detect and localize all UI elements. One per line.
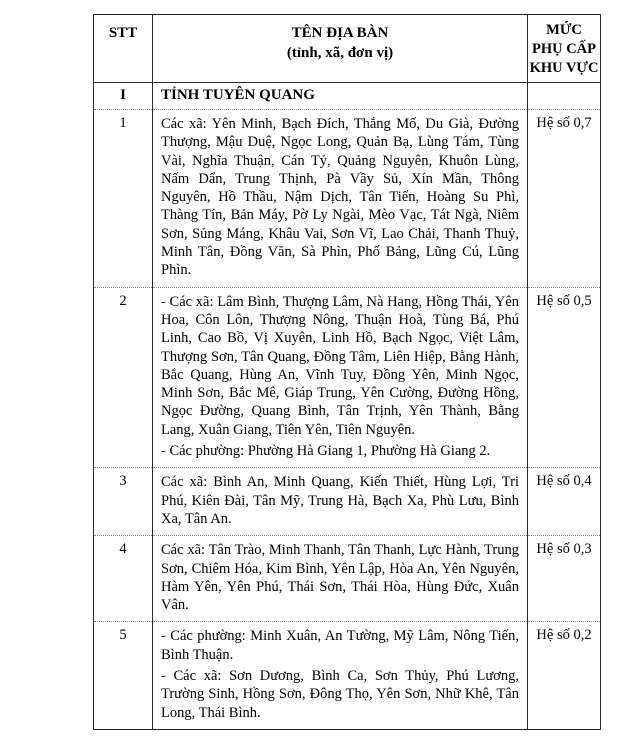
table-row: [94, 622, 601, 729]
row-level: Hệ số 0,7: [528, 110, 601, 288]
row-level: Hệ số 0,2: [528, 622, 601, 729]
header-level-line3: KHU VỰC: [529, 60, 599, 76]
header-area: [153, 15, 528, 83]
area-paragraph: Các xã: Bình An, Minh Quang, Kiến Thiết, Hùng Lợi, Tri Phú, Kiên Đài, Tân Mỹ, Trung Hà, Bạch Xa, Phù Lưu, Bình Xa, Tân An.: [161, 474, 519, 527]
area-paragraph: Các xã: Tân Trào, Minh Thanh, Tân Thanh, Lực Hành, Trung Sơn, Chiêm Hóa, Kim Bình, Yên Lập, Hòa An, Yên Nguyên, Hàm Yên, Yên Phú, Thái Sơn, Thái Hòa, Hùng Đức, Xuân Vân.: [161, 542, 519, 614]
row-areas: [153, 287, 528, 468]
header-stt-label: STT: [108, 25, 138, 41]
row-level: Hệ số 0,5: [528, 287, 601, 468]
header-stt: [94, 15, 153, 83]
row-areas: [153, 468, 528, 536]
row-areas: [153, 110, 528, 288]
regional-allowance-table: [93, 14, 601, 730]
header-level-line2: PHỤ CẤP: [531, 41, 597, 57]
row-stt: 2: [94, 287, 153, 468]
row-stt: 5: [94, 622, 153, 729]
area-paragraph: - Các xã: Sơn Dương, Bình Ca, Sơn Thủy, Phú Lương, Trường Sinh, Hồng Sơn, Đông Thọ, Yên Sơn, Nhữ Khê, Tân Long, Thái Bình.: [161, 668, 519, 721]
area-paragraph: - Các xã: Lâm Bình, Thượng Lâm, Nà Hang, Hồng Thái, Yên Hoa, Côn Lôn, Thượng Nông, Thuận Hoà, Tùng Bá, Phú Linh, Cao Bồ, Vị Xuyên, Linh Hồ, Bạch Ngọc, Việt Lâm, Thượng Sơn, Tân Quang, Đồng Tâm, Liên Hiệp, Bằng Hành, Bắc Quang, Hùng An, Vĩnh Tuy, Đồng Yên, Minh Ngọc, Minh Sơn, Bắc Mê, Giáp Trung, Yên Cường, Đường Hồng, Ngọc Đường, Quang Bình, Tân Trịnh, Yên Thành, Bằng Lang, Xuân Giang, Tiên Yên, Tiên Nguyên.: [161, 293, 519, 438]
section-row-tuyen-quang: [94, 83, 601, 110]
row-areas: [153, 622, 528, 729]
area-paragraph: Các xã: Yên Minh, Bạch Đích, Thắng Mố, Du Già, Đường Thượng, Mậu Duệ, Ngọc Long, Quản Bạ, Lùng Tám, Tùng Vài, Nghĩa Thuận, Cán Tỷ, Quảng Nguyên, Khuôn Lùng, Nấm Dẩn, Trung Thịnh, Pà Vầy Sủ, Xín Mần, Thông Nguyên, Hồ Thầu, Nậm Dịch, Tân Tiến, Hoàng Su Phì, Thàng Tín, Bản Máy, Pờ Ly Ngài, Mèo Vạc, Tát Ngà, Niêm Sơn, Sủng Máng, Khâu Vai, Sơn Vĩ, Lao Chải, Thanh Thuỷ, Minh Tân, Đồng Văn, Sà Phìn, Phố Bảng, Lũng Cú, Lũng Phìn.: [161, 116, 519, 279]
section-level-empty: [528, 83, 601, 110]
section-name: TỈNH TUYÊN QUANG: [153, 83, 528, 110]
header-level-line1: MỨC: [546, 22, 582, 38]
header-area-title: TÊN ĐỊA BÀN: [291, 25, 389, 41]
row-level: Hệ số 0,3: [528, 536, 601, 622]
header-level: [528, 15, 601, 83]
row-stt: 1: [94, 110, 153, 288]
section-stt: I: [94, 83, 153, 110]
row-areas: [153, 536, 528, 622]
area-paragraph: - Các phường: Phường Hà Giang 1, Phường Hà Giang 2.: [161, 443, 491, 460]
table-row: [94, 287, 601, 468]
table-row: [94, 536, 601, 622]
area-paragraph: - Các phường: Minh Xuân, An Tường, Mỹ Lâm, Nông Tiến, Bình Thuận.: [161, 628, 519, 663]
table-row: [94, 110, 601, 288]
header-row: [94, 15, 601, 83]
row-stt: 3: [94, 468, 153, 536]
table-row: [94, 468, 601, 536]
row-stt: 4: [94, 536, 153, 622]
header-area-subtitle: (tỉnh, xã, đơn vị): [286, 45, 394, 61]
row-level: Hệ số 0,4: [528, 468, 601, 536]
